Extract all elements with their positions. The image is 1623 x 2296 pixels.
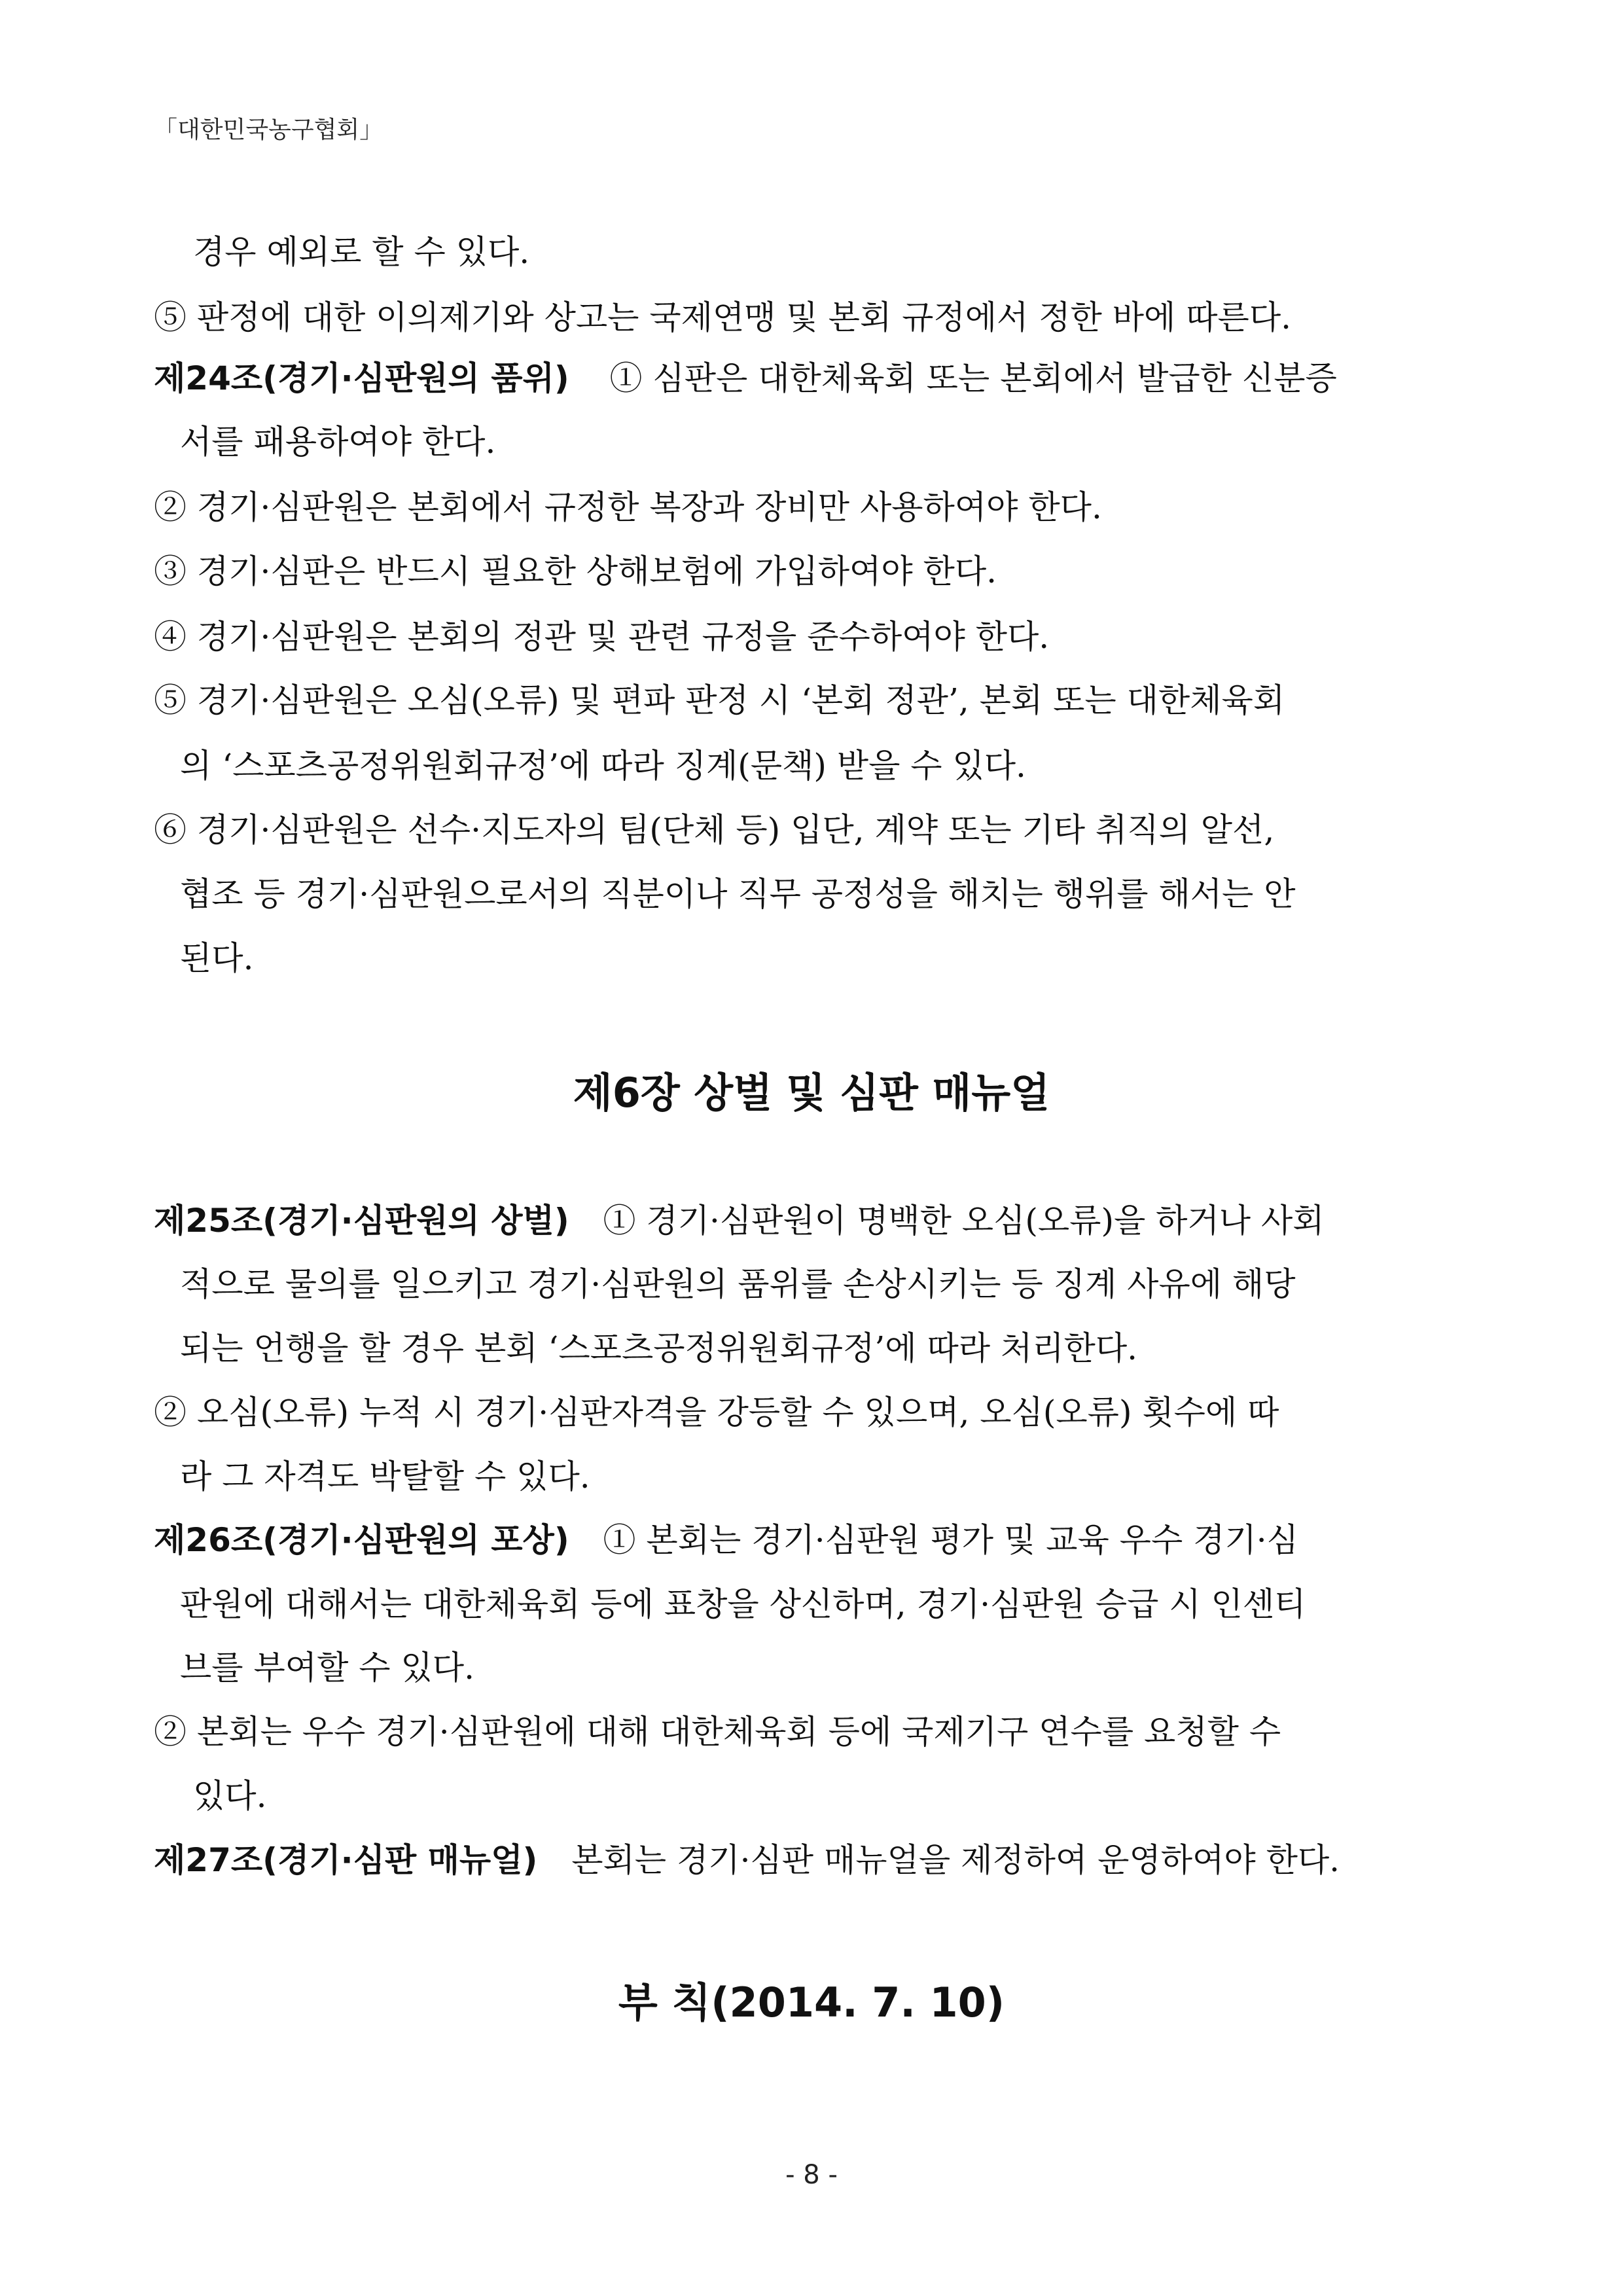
article-27-text: 본회는 경기·심판 매뉴얼을 제정하여 운영하여야 한다. bbox=[571, 1841, 1340, 1879]
text-line: 서를 패용하여야 한다. bbox=[180, 423, 496, 461]
text-line: 경우 예외로 할 수 있다. bbox=[193, 233, 530, 271]
text-line: 판원에 대해서는 대한체육회 등에 표창을 상신하며, 경기·심판원 승급 시 인센티 bbox=[180, 1585, 1306, 1623]
header-organization: 「대한민국농구협회」 bbox=[154, 117, 383, 143]
text-line: 협조 등 경기·심판원으로서의 직분이나 직무 공정성을 해치는 행위를 해서는 안 bbox=[180, 875, 1296, 913]
article-26-para-2: ② 본회는 우수 경기·심판원에 대해 대한체육회 등에 국제기구 연수를 요청할 수 bbox=[154, 1713, 1281, 1751]
text-line: 있다. bbox=[193, 1777, 267, 1815]
text-line: 되는 언행을 할 경우 본회 ‘스포츠공정위원회규정’에 따라 처리한다. bbox=[180, 1329, 1138, 1367]
document-body bbox=[154, 0, 1469, 2296]
text-line: 브를 부여할 수 있다. bbox=[180, 1649, 474, 1687]
article-26 bbox=[154, 1520, 1298, 1560]
article-25-title: 제25조(경기·심판원의 상벌) bbox=[154, 1202, 569, 1240]
text-line: ⑤ 판정에 대한 이의제기와 상고는 국제연맹 및 본회 규정에서 정한 바에 따른다. bbox=[154, 298, 1292, 336]
text-line: 의 ‘스포츠공정위원회규정’에 따라 징계(문책) 받을 수 있다. bbox=[180, 747, 1026, 785]
article-25 bbox=[154, 1201, 1325, 1240]
article-25-para-2: ② 오심(오류) 누적 시 경기·심판자격을 강등할 수 있으며, 오심(오류) 횟수에 따 bbox=[154, 1393, 1279, 1431]
article-24-title: 제24조(경기·심판원의 품위) bbox=[154, 359, 569, 397]
text-line: 적으로 물의를 일으키고 경기·심판원의 품위를 손상시키는 등 징계 사유에 해당 bbox=[180, 1265, 1296, 1303]
chapter-heading: 제6장 상벌 및 심판 매뉴얼 bbox=[573, 1069, 1050, 1117]
supplementary-provisions-heading: 부 칙(2014. 7. 10) bbox=[618, 1979, 1005, 2026]
article-24-para-4: ④ 경기·심판원은 본회의 정관 및 관련 규정을 준수하여야 한다. bbox=[154, 618, 1050, 656]
article-26-title: 제26조(경기·심판원의 포상) bbox=[154, 1521, 569, 1559]
text-line: 라 그 자격도 박탈할 수 있다. bbox=[180, 1458, 590, 1496]
article-27-title: 제27조(경기·심판 매뉴얼) bbox=[154, 1841, 538, 1879]
article-24-para-1: ① 심판은 대한체육회 또는 본회에서 발급한 신분증 bbox=[609, 359, 1337, 397]
article-24-para-3: ③ 경기·심판은 반드시 필요한 상해보험에 가입하여야 한다. bbox=[154, 552, 997, 590]
article-24-para-6: ⑥ 경기·심판원은 선수·지도자의 팀(단체 등) 입단, 계약 또는 기타 취직의 알선, bbox=[154, 811, 1275, 849]
page-number: - 8 - bbox=[785, 2160, 838, 2190]
article-24 bbox=[154, 359, 1337, 398]
article-24-para-2: ② 경기·심판원은 본회에서 규정한 복장과 장비만 사용하여야 한다. bbox=[154, 488, 1102, 526]
article-27 bbox=[154, 1840, 1340, 1880]
text-line: 된다. bbox=[180, 939, 254, 977]
article-24-para-5: ⑤ 경기·심판원은 오심(오류) 및 편파 판정 시 ‘본회 정관’, 본회 또는 대한체육회 bbox=[154, 681, 1285, 719]
article-26-para-1: ① 본회는 경기·심판원 평가 및 교육 우수 경기·심 bbox=[603, 1521, 1298, 1559]
article-25-para-1: ① 경기·심판원이 명백한 오심(오류)을 하거나 사회 bbox=[603, 1202, 1325, 1240]
